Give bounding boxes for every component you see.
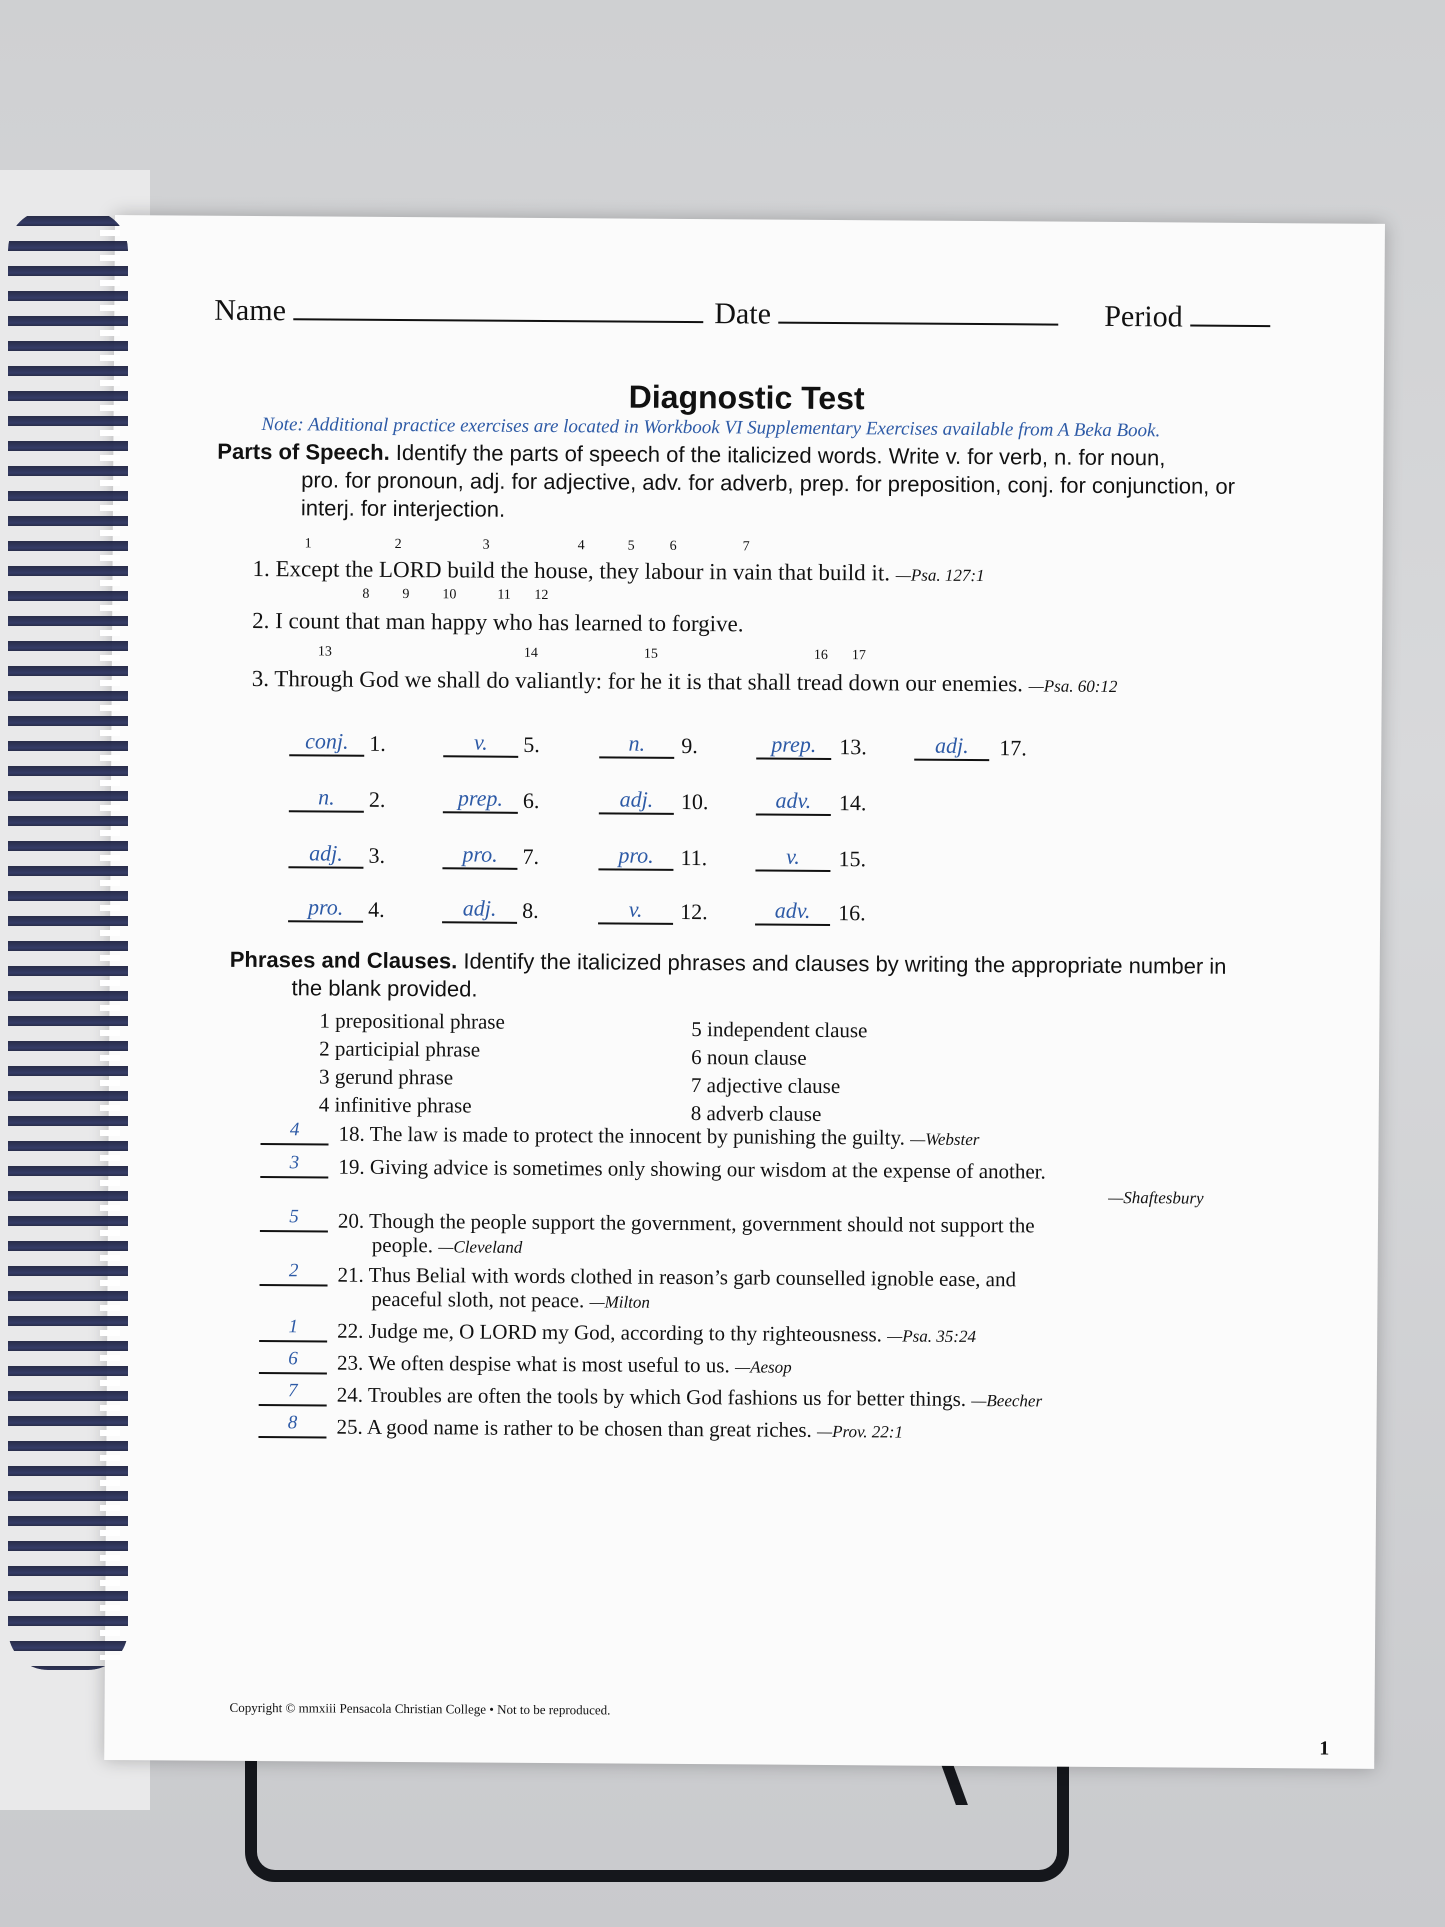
answer-blank-7[interactable]: pro.	[442, 841, 517, 870]
pc-item-text: 18. The law is made to protect the innocent by punishing the guilty.	[338, 1121, 905, 1150]
pc-answer-24[interactable]: 7	[259, 1380, 327, 1406]
superscript: 13	[317, 644, 333, 660]
pc-answer-19[interactable]: 3	[260, 1152, 328, 1178]
pc-answer-22[interactable]: 1	[259, 1316, 327, 1342]
phrases-clauses-heading	[230, 946, 1290, 1009]
worksheet-page	[104, 215, 1385, 1769]
answer-number: 2.	[368, 786, 386, 812]
answer-number: 16.	[838, 900, 866, 926]
pc-item-text: 20. Though the people support the government, government should not support the	[337, 1208, 1035, 1238]
answer-number: 4.	[368, 896, 385, 922]
copyright-footer: Copyright © mmxiii Pensacola Christian College • Not to be reproduced.	[229, 1699, 611, 1718]
answer-number: 12.	[680, 898, 708, 925]
legend-phrases	[319, 1006, 505, 1119]
period-line	[1190, 301, 1270, 328]
superscript: 15	[643, 646, 658, 662]
superscript: 10	[442, 587, 457, 603]
answer-blank-11[interactable]: pro.	[598, 842, 673, 871]
pc-item-ref: —Beecher	[971, 1391, 1043, 1411]
superscript: 14	[523, 645, 539, 661]
sentence-1-text: 1. Except the LORD build the house, they labour in vain that build it.	[252, 555, 891, 586]
superscript: 7	[742, 539, 750, 555]
answer-blank-16[interactable]: adv.	[755, 897, 830, 926]
pc-item-ref: —Cleveland	[438, 1237, 523, 1257]
pc-instructions-1: Identify the italicized phrases and clauses by writing the appropriate number in	[463, 948, 1227, 979]
answer-blank-3[interactable]: adj.	[288, 840, 363, 869]
pc-instructions-2: the blank provided.	[291, 975, 478, 1002]
pc-item-text: 25. A good name is rather to be chosen than great riches.	[336, 1414, 812, 1442]
superscript: 9	[402, 587, 410, 603]
answer-number: 3.	[368, 842, 386, 868]
pc-answer-25[interactable]: 8	[258, 1412, 326, 1438]
page-title: Diagnostic Test	[628, 378, 865, 417]
answer-number: 6.	[522, 787, 540, 813]
pc-item-text: 19. Giving advice is sometimes only showing our wisdom at the expense of another.	[338, 1154, 1046, 1184]
name-line	[293, 294, 703, 323]
pc-item-22	[337, 1319, 976, 1348]
superscript: 17	[851, 648, 866, 664]
answer-blank-10[interactable]: adj.	[599, 786, 674, 815]
pos-instructions-3: interj. for interjection.	[300, 495, 506, 522]
legend-item: 3 gerund phrase	[318, 1064, 454, 1090]
pc-answer-20[interactable]: 5	[260, 1206, 328, 1232]
answer-blank-2[interactable]: n.	[289, 784, 364, 813]
answer-blank-6[interactable]: prep.	[443, 785, 518, 814]
superscript: 1	[304, 536, 312, 552]
answer-number: 15.	[838, 846, 867, 872]
pc-answer-23[interactable]: 6	[259, 1348, 327, 1374]
binding-holes	[100, 220, 120, 1660]
sentence-3	[252, 666, 1118, 698]
pc-item-20-cont	[372, 1233, 523, 1259]
pc-item-ref: —Psa. 35:24	[887, 1326, 977, 1347]
date-field	[714, 297, 1058, 333]
superscript: 4	[577, 538, 585, 554]
pc-item-ref: —Shaftesbury	[1108, 1187, 1204, 1208]
sentence-1-ref: —Psa. 127:1	[895, 565, 985, 586]
answer-number: 14.	[838, 790, 867, 816]
pc-item-ref: —Milton	[589, 1292, 651, 1312]
answer-blank-14[interactable]: adv.	[756, 787, 831, 816]
pc-item-text: people.	[371, 1232, 434, 1258]
pc-item-18	[339, 1122, 980, 1151]
pos-instructions-1: Identify the parts of speech of the italicized words. Write v. for verb, n. for noun,	[395, 439, 1166, 471]
date-line	[778, 298, 1058, 326]
pc-item-text: 24. Troubles are often the tools by which God fashions us for better things.	[336, 1382, 967, 1411]
legend-item: 6 noun clause	[691, 1045, 807, 1070]
answer-blank-4[interactable]: pro.	[288, 894, 363, 923]
pc-answer-18[interactable]: 4	[261, 1119, 329, 1145]
superscript: 16	[813, 647, 828, 663]
sentence-3-text: 3. Through God we shall do valiantly: for he it is that shall tread down our enemies.	[251, 665, 1024, 697]
pos-instructions-2: pro. for pronoun, adj. for adjective, adv. for adverb, prep. for preposition, conj. for conjunction, or	[301, 467, 1236, 499]
answer-blank-8[interactable]: adj.	[442, 895, 517, 924]
pc-item-ref: —Webster	[910, 1129, 980, 1150]
pc-item-ref: —Aesop	[734, 1357, 792, 1377]
answer-number: 13.	[839, 734, 867, 760]
sentence-2: 2. I count that man happy who has learned to forgive.	[252, 607, 744, 637]
pc-answer-21[interactable]: 2	[260, 1260, 328, 1286]
pc-item-23	[337, 1351, 792, 1379]
page-number: 1	[1319, 1737, 1330, 1760]
legend-item: 7 adjective clause	[690, 1073, 841, 1099]
name-label: Name	[214, 293, 287, 328]
legend-clauses	[691, 1015, 868, 1128]
note-text: Note: Additional practice exercises are located in Workbook VI Supplementary Exercises available from A Beka Book.	[261, 414, 1161, 442]
answer-number: 1.	[369, 730, 386, 756]
pc-item-text: 22. Judge me, O LORD my God, according to thy righteousness.	[337, 1318, 883, 1347]
parts-of-speech-title: Parts of Speech.	[217, 438, 390, 465]
answer-blank-15[interactable]: v.	[755, 843, 830, 872]
superscript: 5	[627, 538, 635, 554]
period-field	[1104, 300, 1270, 335]
name-field	[214, 294, 703, 331]
phrases-clauses-title: Phrases and Clauses.	[229, 946, 458, 974]
superscript: 2	[394, 536, 402, 553]
pc-item-25	[336, 1415, 903, 1444]
answer-number: 9.	[681, 732, 698, 759]
date-label: Date	[714, 297, 772, 331]
legend-item: 4 infinitive phrase	[318, 1092, 472, 1118]
superscript: 8	[362, 586, 370, 602]
answer-number: 8.	[522, 897, 539, 923]
answer-blank-12[interactable]: v.	[598, 896, 673, 925]
sentence-3-ref: —Psa. 60:12	[1028, 676, 1118, 697]
pc-item-19	[338, 1155, 1046, 1185]
answer-number: 7.	[522, 843, 540, 869]
pc-item-21-cont	[371, 1287, 650, 1314]
answer-number: 10.	[680, 788, 709, 815]
sentence-1	[252, 556, 984, 587]
answer-blank-17[interactable]: adj.	[914, 733, 989, 762]
superscript: 12	[534, 587, 549, 604]
answer-number: 17.	[999, 735, 1027, 761]
answer-number: 5.	[523, 731, 540, 757]
answer-blank-13[interactable]: prep.	[756, 731, 831, 760]
answer-blank-1[interactable]: conj.	[289, 728, 364, 757]
answer-number: 11.	[680, 844, 708, 871]
pc-item-text: peaceful sloth, not peace.	[371, 1286, 585, 1313]
pc-item-text: 23. We often despise what is most useful to us.	[336, 1350, 730, 1378]
legend-item: 8 adverb clause	[690, 1101, 822, 1126]
superscript: 6	[669, 538, 677, 554]
legend-item: 2 participial phrase	[319, 1036, 481, 1062]
pc-item-text: 21. Thus Belial with words clothed in reason’s garb counselled ignoble ease, and	[337, 1262, 1017, 1292]
pc-item-24	[337, 1383, 1043, 1413]
superscript: 11	[497, 587, 511, 603]
pc-item-ref: —Prov. 22:1	[816, 1421, 904, 1442]
answer-blank-5[interactable]: v.	[443, 729, 518, 758]
parts-of-speech-heading	[217, 438, 1278, 529]
period-label: Period	[1104, 299, 1183, 334]
superscript: 3	[482, 537, 490, 553]
legend-item: 1 prepositional phrase	[319, 1008, 505, 1034]
answer-blank-9[interactable]: n.	[599, 730, 674, 759]
legend-item: 5 independent clause	[691, 1017, 868, 1043]
